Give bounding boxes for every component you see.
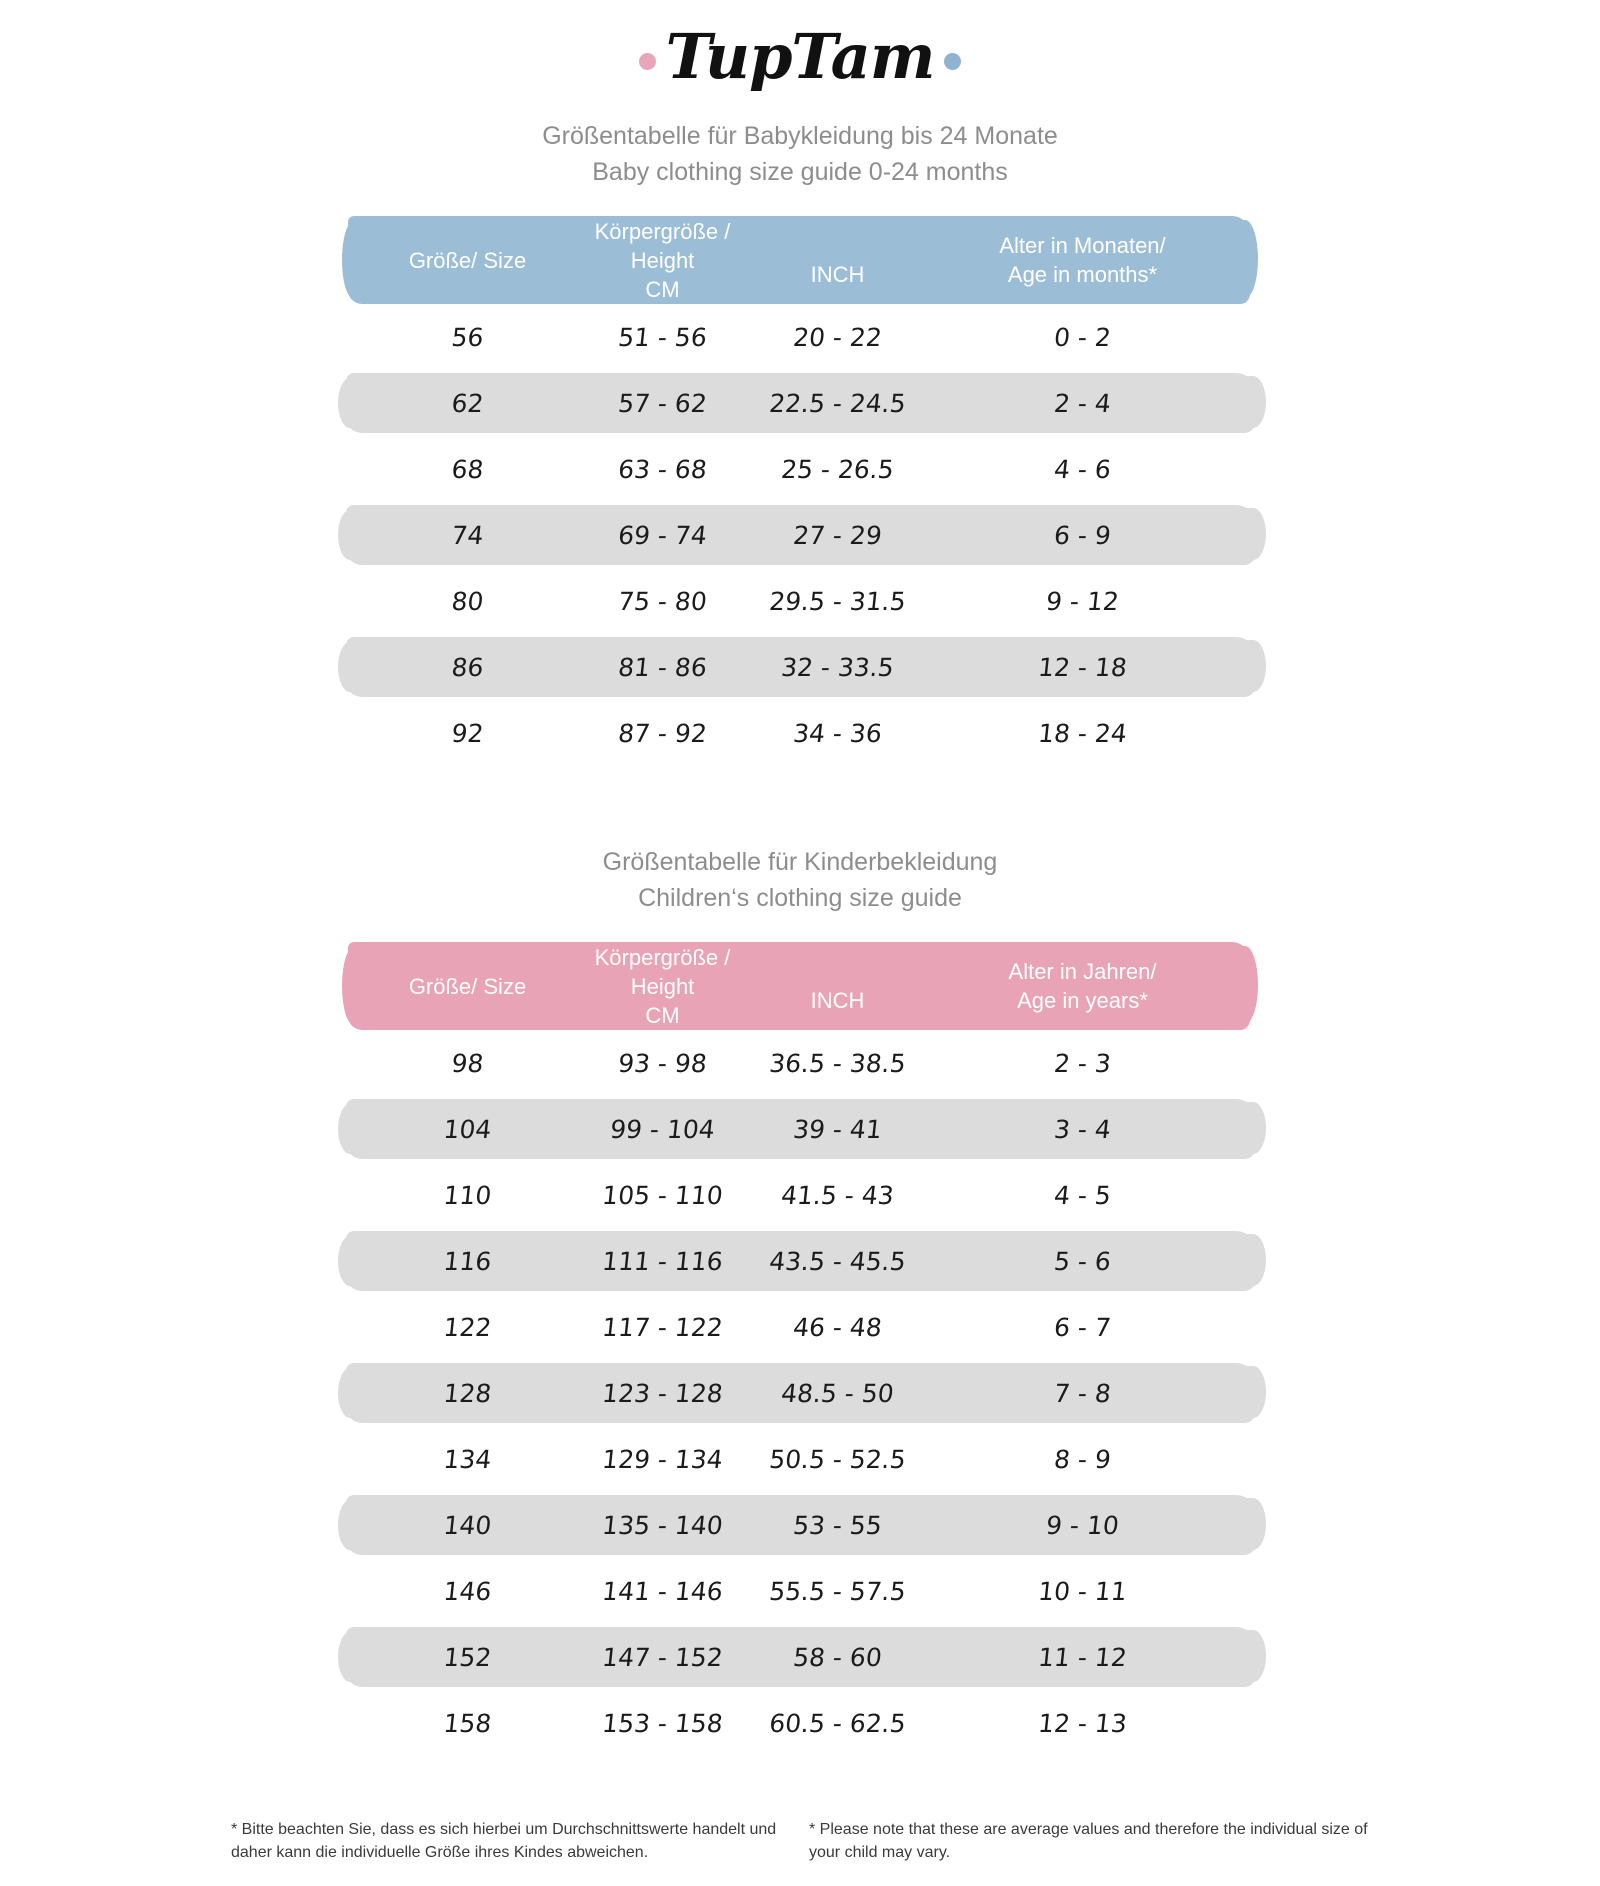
- cell-cm: 105 - 110: [600, 1180, 725, 1210]
- header-cm-label: CM: [645, 1002, 680, 1028]
- header-height-label: Körpergröße / Height: [594, 944, 731, 999]
- baby-size-table: [360, 216, 1240, 766]
- cell-inch: 55.5 - 57.5: [767, 1576, 908, 1606]
- table-row: [360, 1492, 1240, 1558]
- cell-cm: 57 - 62: [616, 388, 709, 418]
- cell-size: 146: [442, 1576, 493, 1606]
- header-inch-label: INCH: [810, 988, 865, 1013]
- cell-size: 134: [442, 1444, 493, 1474]
- header-height-cm: [575, 217, 750, 304]
- cell-inch: 58 - 60: [791, 1642, 884, 1672]
- cell-age: 6 - 7: [1052, 1312, 1113, 1342]
- cell-cm: 135 - 140: [600, 1510, 725, 1540]
- footnotes: [0, 1818, 1600, 1864]
- cell-age: 2 - 4: [1052, 388, 1113, 418]
- cell-age: 12 - 13: [1036, 1708, 1129, 1738]
- cell-size: 110: [442, 1180, 493, 1210]
- table-row: [360, 1360, 1240, 1426]
- cell-inch: 34 - 36: [791, 718, 884, 748]
- baby-title-de: Größentabelle für Babykleidung bis 24 Monate: [542, 122, 1058, 150]
- cell-size: 80: [450, 586, 485, 616]
- header-age: [925, 957, 1240, 1015]
- cell-inch: 48.5 - 50: [779, 1378, 896, 1408]
- table-row: [360, 502, 1240, 568]
- cell-inch: 29.5 - 31.5: [767, 586, 908, 616]
- cell-age: 12 - 18: [1036, 652, 1129, 682]
- logo-dot-right-icon: [944, 53, 961, 70]
- baby-table-header: [360, 216, 1240, 304]
- table-row: [360, 1624, 1240, 1690]
- cell-cm: 123 - 128: [600, 1378, 725, 1408]
- kids-title-de: Größentabelle für Kinderbekleidung: [602, 848, 998, 876]
- cell-inch: 41.5 - 43: [779, 1180, 896, 1210]
- kids-title-en: Children‘s clothing size guide: [638, 884, 962, 912]
- cell-size: 68: [450, 454, 485, 484]
- cell-inch: 43.5 - 45.5: [767, 1246, 908, 1276]
- cell-cm: 63 - 68: [616, 454, 709, 484]
- header-age: [925, 231, 1240, 289]
- cell-cm: 87 - 92: [616, 718, 709, 748]
- table-row: [360, 1426, 1240, 1492]
- cell-cm: 117 - 122: [600, 1312, 725, 1342]
- cell-age: 5 - 6: [1052, 1246, 1113, 1276]
- brand-logo: [0, 20, 1600, 96]
- kids-section-title: [0, 844, 1600, 916]
- kids-table-body: [360, 1030, 1240, 1756]
- cell-cm: 51 - 56: [616, 322, 709, 352]
- cell-size: 56: [450, 322, 485, 352]
- cell-age: 3 - 4: [1052, 1114, 1113, 1144]
- cell-age: 9 - 10: [1044, 1510, 1121, 1540]
- cell-inch: 39 - 41: [791, 1114, 884, 1144]
- header-height-inch: [750, 231, 925, 289]
- cell-age: 11 - 12: [1036, 1642, 1129, 1672]
- cell-cm: 99 - 104: [608, 1114, 717, 1144]
- cell-size: 122: [442, 1312, 493, 1342]
- table-row: [360, 1162, 1240, 1228]
- cell-age: 9 - 12: [1044, 586, 1121, 616]
- cell-cm: 153 - 158: [600, 1708, 725, 1738]
- header-inch-label: INCH: [810, 262, 865, 287]
- header-age-line2: Age in months*: [1007, 262, 1158, 287]
- cell-age: 4 - 6: [1052, 454, 1113, 484]
- cell-inch: 25 - 26.5: [779, 454, 896, 484]
- table-row: [360, 1228, 1240, 1294]
- table-row: [360, 1294, 1240, 1360]
- table-row: [360, 1690, 1240, 1756]
- cell-age: 18 - 24: [1036, 718, 1129, 748]
- cell-cm: 129 - 134: [600, 1444, 725, 1474]
- table-row: [360, 700, 1240, 766]
- table-row: [360, 1558, 1240, 1624]
- cell-inch: 60.5 - 62.5: [767, 1708, 908, 1738]
- baby-section-title: [0, 118, 1600, 190]
- cell-inch: 50.5 - 52.5: [767, 1444, 908, 1474]
- cell-age: 8 - 9: [1052, 1444, 1113, 1474]
- cell-size: 98: [450, 1048, 485, 1078]
- logo-dot-left-icon: [639, 53, 656, 70]
- table-row: [360, 304, 1240, 370]
- table-row: [360, 370, 1240, 436]
- table-row: [360, 436, 1240, 502]
- cell-age: 6 - 9: [1052, 520, 1113, 550]
- cell-cm: 111 - 116: [600, 1246, 725, 1276]
- cell-age: 2 - 3: [1052, 1048, 1113, 1078]
- header-cm-label: CM: [645, 276, 680, 302]
- cell-size: 152: [442, 1642, 493, 1672]
- header-age-line2: Age in years*: [1017, 988, 1148, 1013]
- baby-table-body: [360, 304, 1240, 766]
- table-row: [360, 1096, 1240, 1162]
- header-age-line1: Alter in Monaten/: [999, 233, 1166, 258]
- kids-size-table: [360, 942, 1240, 1756]
- header-size: Größe/ Size: [408, 247, 527, 273]
- cell-inch: 53 - 55: [791, 1510, 884, 1540]
- cell-age: 7 - 8: [1052, 1378, 1113, 1408]
- cell-size: 62: [450, 388, 485, 418]
- cell-size: 74: [450, 520, 485, 550]
- table-row: [360, 568, 1240, 634]
- cell-cm: 75 - 80: [616, 586, 709, 616]
- cell-cm: 81 - 86: [616, 652, 709, 682]
- cell-age: 4 - 5: [1052, 1180, 1113, 1210]
- cell-age: 10 - 11: [1036, 1576, 1129, 1606]
- cell-size: 140: [442, 1510, 493, 1540]
- cell-cm: 93 - 98: [616, 1048, 709, 1078]
- cell-inch: 22.5 - 24.5: [767, 388, 908, 418]
- kids-table-header: [360, 942, 1240, 1030]
- header-height-cm: [575, 943, 750, 1030]
- cell-inch: 46 - 48: [791, 1312, 884, 1342]
- cell-cm: 69 - 74: [616, 520, 709, 550]
- cell-age: 0 - 2: [1052, 322, 1113, 352]
- footnote-en: * Please note that these are average values and therefore the individual size of your child may vary.: [809, 1821, 1368, 1861]
- table-row: [360, 634, 1240, 700]
- cell-size: 104: [442, 1114, 493, 1144]
- header-age-line1: Alter in Jahren/: [1008, 959, 1157, 984]
- cell-inch: 36.5 - 38.5: [767, 1048, 908, 1078]
- size-guide-page: [0, 20, 1600, 1886]
- cell-cm: 141 - 146: [600, 1576, 725, 1606]
- cell-size: 86: [450, 652, 485, 682]
- footnote-de: * Bitte beachten Sie, dass es sich hierbei um Durchschnittswerte handelt und daher kann die individuelle Größe ihres Kindes abweichen.: [231, 1821, 777, 1861]
- cell-inch: 32 - 33.5: [779, 652, 896, 682]
- header-size: Größe/ Size: [408, 973, 527, 999]
- header-height-inch: [750, 957, 925, 1015]
- cell-size: 92: [450, 718, 485, 748]
- cell-size: 128: [442, 1378, 493, 1408]
- cell-size: 116: [442, 1246, 493, 1276]
- baby-title-en: Baby clothing size guide 0-24 months: [592, 158, 1008, 186]
- cell-size: 158: [442, 1708, 493, 1738]
- brand-name: TupTam: [665, 20, 935, 93]
- table-row: [360, 1030, 1240, 1096]
- header-height-label: Körpergröße / Height: [594, 218, 731, 273]
- cell-inch: 20 - 22: [791, 322, 884, 352]
- cell-inch: 27 - 29: [791, 520, 884, 550]
- cell-cm: 147 - 152: [600, 1642, 725, 1672]
